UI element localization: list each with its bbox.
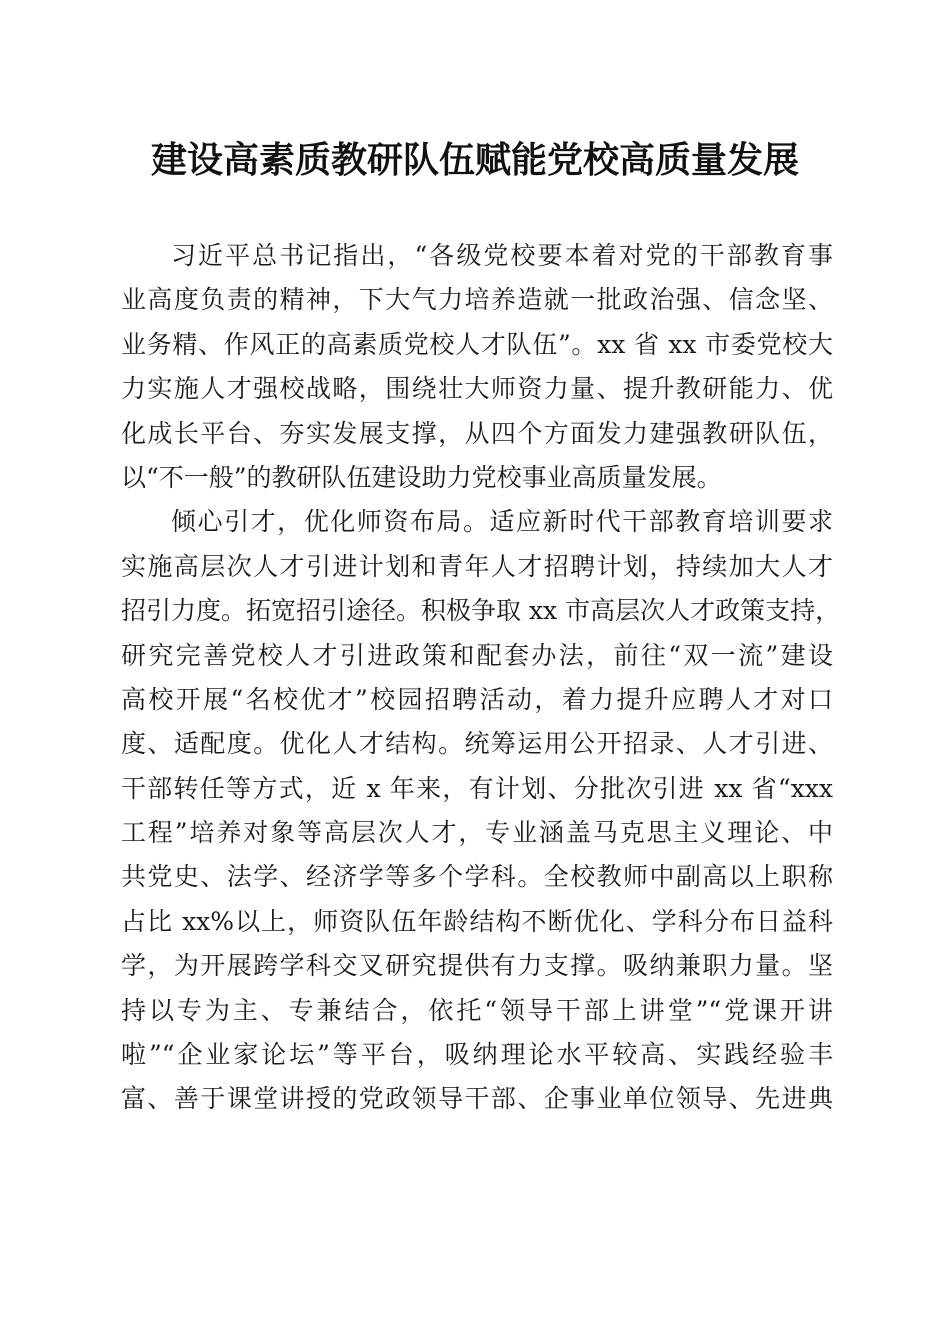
paragraph-2-line-6: 度、适配度。优化人才结构。统筹运用公开招录、人才引进、 — [121, 729, 833, 759]
paragraph-1-line-6: 以“不一般”的教研队伍建设助力党校事业高质量发展。 — [121, 462, 722, 492]
paragraph-1-line-4: 力实施人才强校战略，围绕壮大师资力量、提升教研能力、优 — [121, 374, 833, 404]
document-body — [121, 234, 841, 1122]
paragraph-2-line-11: 学，为开展跨学科交叉研究提供有力支撑。吸纳兼职力量。坚 — [121, 951, 833, 981]
paragraph-1-line-5: 化成长平台、夯实发展支撑，从四个方面发力建强教研队伍， — [121, 418, 833, 448]
paragraph-2-line-10: 占比 xx%以上，师资队伍年龄结构不断优化、学科分布日益科 — [121, 906, 833, 936]
paragraph-1-line-1: 习近平总书记指出，“各级党校要本着对党的干部教育事 — [171, 241, 833, 270]
paragraph-1-line-2: 业高度负责的精神，下大气力培养造就一批政治强、信念坚、 — [121, 285, 833, 315]
paragraph-2-line-4: 研究完善党校人才引进政策和配套办法，前往“双一流”建设 — [121, 640, 833, 670]
paragraph-2-line-13: 啦”“企业家论坛”等平台，吸纳理论水平较高、实践经验丰 — [121, 1040, 833, 1070]
document-title: 建设高素质教研队伍赋能党校高质量发展 — [150, 139, 799, 181]
paragraph-2-line-12: 持以专为主、专兼结合，依托“领导干部上讲堂”“党课开讲 — [121, 995, 833, 1025]
paragraph-2-line-7: 干部转任等方式，近 x 年来，有计划、分批次引进 xx 省“xxx — [121, 773, 833, 803]
paragraph-2-line-8: 工程”培养对象等高层次人才，专业涵盖马克思主义理论、中 — [121, 818, 833, 848]
paragraph-2-line-2: 实施高层次人才引进计划和青年人才招聘计划，持续加大人才 — [121, 551, 833, 581]
paragraph-2-line-14: 富、善于课堂讲授的党政领导干部、企事业单位领导、先进典 — [121, 1084, 833, 1114]
paragraph-2-line-9: 共党史、法学、经济学等多个学科。全校教师中副高以上职称 — [121, 862, 833, 892]
paragraph-2-line-1: 倾心引才，优化师资布局。适应新时代干部教育培训要求 — [171, 507, 833, 537]
paragraph-1-line-3: 业务精、作风正的高素质党校人才队伍”。xx 省 xx 市委党校大 — [121, 329, 833, 359]
paragraph-2-line-3: 招引力度。拓宽招引途径。积极争取 xx 市高层次人才政策支持， — [121, 596, 841, 626]
paragraph-2-line-5: 高校开展“名校优才”校园招聘活动，着力提升应聘人才对口 — [121, 684, 833, 714]
